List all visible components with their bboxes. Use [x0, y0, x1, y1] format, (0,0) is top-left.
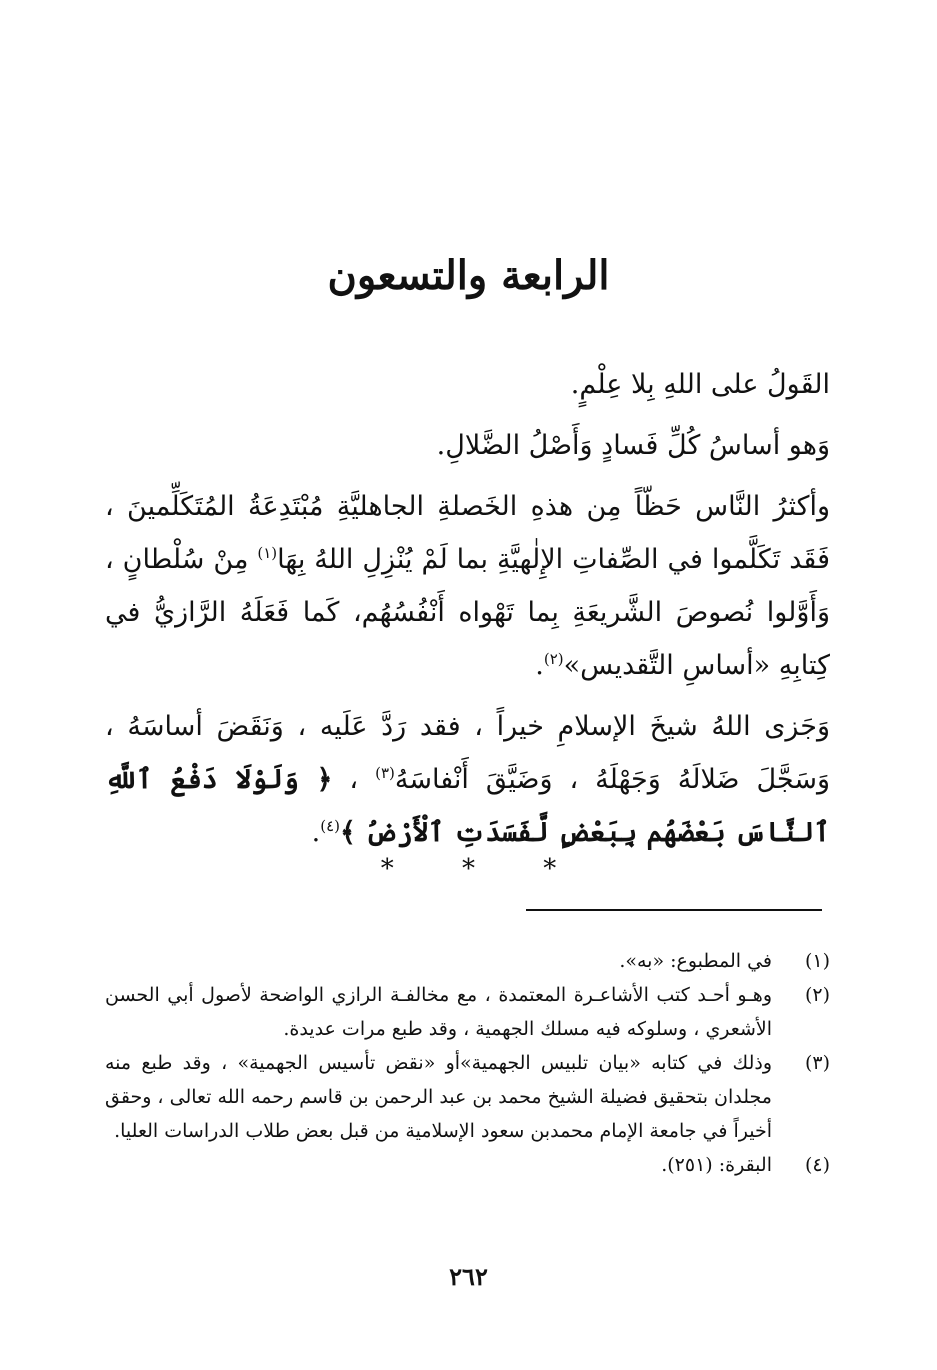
paragraph-4-text-c: . [311, 817, 321, 848]
footnote-ref-2: (٢) [543, 650, 564, 668]
footnote-item [105, 1046, 830, 1148]
footnote-item [105, 978, 830, 1046]
paragraph-4-text-b: ، [332, 764, 376, 795]
footnote-number: (٣) [804, 1052, 830, 1074]
footnote-ref-3: (٣) [375, 764, 395, 782]
footnote-text: البقرة: (٢٥١). [661, 1154, 772, 1176]
paragraph-2: وَهو أساسُ كُلِّ فَسادٍ وَأَصْلُ الضَّلالِ. [436, 430, 830, 461]
footnote-divider [526, 909, 822, 911]
paragraph-3-text-b: مِنْ سُلْطانٍ ، وَأَوَّلوا نُصوصَ الشَّريعَةِ بِما تَهْواه أَنْفُسُهُم، كَما فَعَلَهُ الرَّازيُّ في كِتابِهِ «أساسِ التَّقديس» [105, 544, 830, 681]
page-number: ٢٦٢ [449, 1262, 488, 1291]
footnote-text: وذلك في كتابه «بيان تلبيس الجهمية»أو «نقض تأسيس الجهمية» ، وقد طبع منه مجلدان بتحقيق فضيلة الشيخ محمد بن عبد الرحمن بن قاسم رحمه الله تعالى ، وحقق أخيراً في جامعة الإمام محمدبن سعود الإسلامية من قبل بعض طلاب الدراسات العليا. [105, 1052, 772, 1142]
main-text [105, 358, 830, 867]
paragraph-3 [105, 480, 830, 692]
section-separator: * * * [380, 854, 587, 884]
footnote-ref-4: (٤) [320, 817, 341, 835]
paragraph-1: القَولُ على اللهِ بِلا عِلْمٍ. [570, 369, 830, 400]
chapter-title: الرابعة والتسعون [327, 252, 610, 299]
paragraph-4-text-a: وَجَزى اللهُ شيخَ الإسلامِ خيراً ، فقد رَدَّ عَلَيه ، وَنَقَضَ أساسَهُ ، وَسَجَّلَ ضَلالَهُ وَجَهْلَهُ ، وَضَيَّقَ أَنْفاسَهُ [105, 711, 830, 795]
footnote-number: (٢) [804, 984, 830, 1006]
footnote-text: في المطبوع: «به». [619, 950, 772, 972]
paragraph-3-text-c: . [535, 650, 544, 681]
footnote-text: وهـو أحـد كتب الأشاعـرة المعتمدة ، مع مخالفـة الرازي الواضحة لأصول أبي الحسن الأشعري ، وسلوكه فيه مسلك الجهمية ، وقد طبع مرات عديدة. [105, 984, 772, 1040]
paragraph-4 [105, 700, 830, 859]
footnotes-list [105, 944, 830, 1182]
footnote-number: (١) [804, 950, 830, 972]
paragraph-3-text-a: وأكثرُ النَّاس حَظّاً مِن هذهِ الخَصلةِ الجاهليَّةِ مُبْتَدِعَةُ المُتَكَلِّمينَ ، فَقَد تَكَلَّموا في الصِّفاتِ الإِلٰهيَّةِ بما لَمْ يُنْزِلِ اللهُ بِهَا [105, 491, 830, 575]
footnote-ref-1: (١) [257, 544, 278, 562]
footnote-item [105, 944, 830, 978]
quran-verse: ﴿ وَلَوْلَا دَفْعُ ٱللَّهِ ٱلنَّاسَ بَعْضَهُم بِبَعْضٍ لَّفَسَدَتِ ٱلْأَرْضُ ﴾ [105, 764, 830, 848]
footnote-item [105, 1148, 830, 1182]
footnote-number: (٤) [804, 1154, 830, 1176]
